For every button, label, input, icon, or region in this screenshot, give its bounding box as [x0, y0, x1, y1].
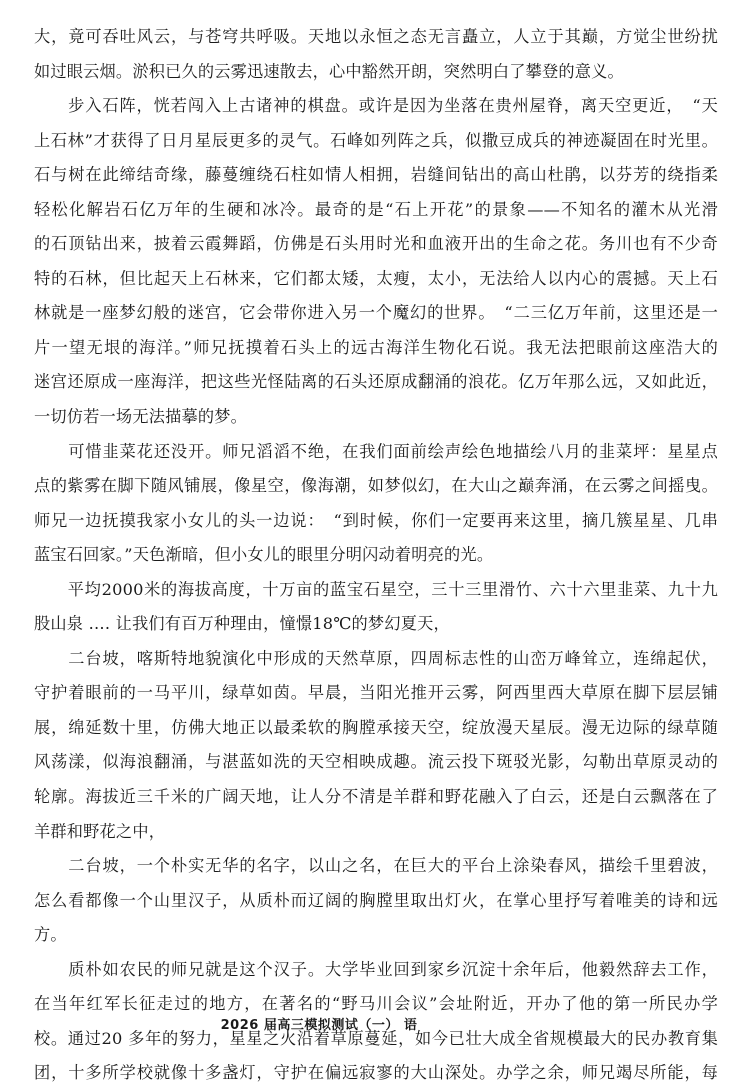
- text-line: 羊群和野花之中，: [34, 821, 166, 841]
- text-line: 轻松化解岩石亿万年的生硬和冰冷。最奇的是“石上开花”的景象——不知名的灌木从光滑: [34, 199, 718, 219]
- text-line: 师兄一边抚摸我家小女儿的头一边说： “到时候，你们一定要再来这里，摘几簇星星、几串: [34, 510, 718, 530]
- text-line: 点的紫雾在脚下随风铺展，像星空，像海潮，如梦似幻，在大山之巅奔涌，在云雾之间摇曳。: [34, 476, 718, 496]
- paragraph: [34, 435, 718, 573]
- text-line: 怎么看都像一个山里汉子，从质朴而辽阔的胸膛里取出灯火，在掌心里抒写着唯美的诗和远: [34, 890, 718, 910]
- text-line: 展，绵延数十里，仿佛大地正以最柔软的胸膛承接天空，绽放漫天星辰。漫无边际的绿草随: [34, 717, 718, 737]
- paragraph: [34, 849, 718, 953]
- paragraph: [34, 642, 718, 849]
- paragraph: [34, 573, 718, 642]
- text-line: 股山泉 …. 让我们有百万种理由，憧憬18℃的梦幻夏天，: [34, 614, 450, 634]
- text-line: 如过眼云烟。淤积已久的云雾迅速散去，心中豁然开朗，突然明白了攀登的意义。: [34, 61, 624, 81]
- footer-text: 2026 届高三模拟测试（一） 语: [220, 1018, 418, 1033]
- text-line: 轮廓。海拔近三千米的广阔天地，让人分不清是羊群和野花融入了白云，还是白云飘落在了: [34, 787, 718, 807]
- text-line: 林就是一座梦幻般的迷宫，它会带你进入另一个魔幻的世界。 “二三亿万年前，这里还是一: [34, 303, 718, 323]
- text-line: 步入石阵，恍若闯入上古诸神的棋盘。或许是因为坐落在贵州屋脊，离天空更近， “天: [34, 96, 718, 116]
- text-line: 蓝宝石回家。”天色渐暗，但小女儿的眼里分明闪动着明亮的光。: [34, 545, 494, 565]
- text-line: 可惜韭菜花还没开。师兄滔滔不绝，在我们面前绘声绘色地描绘八月的韭菜坪：星星点: [34, 441, 718, 461]
- text-line: 平均2000米的海拔高度，十万亩的蓝宝石星空，三十三里滑竹、六十六里韭菜、九十九: [34, 579, 718, 599]
- text-line: 迷宫还原成一座海洋，把这些光怪陆离的石头还原成翻涌的浪花。亿万年那么远，又如此近，: [34, 372, 718, 392]
- text-line: 校。通过20 多年的努力，星星之火沿着草原蔓延，如今已壮大成全省规模最大的民办教育集: [34, 1028, 718, 1048]
- text-line: 方。: [34, 925, 67, 945]
- text-line: 石与树在此缔结奇缘，藤蔓缠绕石柱如情人相拥，岩缝间钻出的高山杜鹃，以芬芳的绕指柔: [34, 165, 718, 185]
- text-line: 风荡漾，似海浪翻涌，与湛蓝如洗的天空相映成趣。流云投下斑驳光影，勾勒出草原灵动的: [34, 752, 718, 772]
- text-line: 团，十多所学校就像十多盏灯，守护在偏远寂寥的大山深处。办学之余，师兄竭尽所能，每: [34, 1063, 718, 1083]
- text-line: 特的石林，但比起天上石林来，它们都太矮，太瘦，太小，无法给人以内心的震撼。天上石: [34, 268, 718, 288]
- text-line: 质朴如农民的师兄就是这个汉子。大学毕业回到家乡沉淀十余年后，他毅然辞去工作，: [34, 959, 718, 979]
- article-body: [34, 20, 718, 1091]
- page-footer: [0, 1014, 754, 1033]
- text-line: 片一望无垠的海洋。”师兄抚摸着石头上的远古海洋生物化石说。我无法把眼前这座浩大的: [34, 337, 718, 357]
- text-line: 大，竟可吞吐风云，与苍穹共呼吸。天地以永恒之态无言矗立，人立于其巅，方觉尘世纷扰: [34, 27, 718, 46]
- text-line: 的石顶钻出来，披着云霞舞蹈，仿佛是石头用时光和血液开出的生命之花。务川也有不少奇: [34, 234, 718, 254]
- paragraph: [34, 20, 718, 89]
- text-line: 上石林”才获得了日月星辰更多的灵气。石峰如列阵之兵，似撒豆成兵的神迹凝固在时光里。: [34, 130, 718, 150]
- text-line: 一切仿若一场无法描摹的梦。: [34, 407, 248, 427]
- text-line: 在当年红军长征走过的地方，在著名的“野马川会议”会址附近，开办了他的第一所民办学: [34, 994, 718, 1014]
- text-line: 守护着眼前的一马平川，绿草如茵。早晨，当阳光推开云雾，阿西里西大草原在脚下层层铺: [34, 683, 718, 703]
- text-line: 二台坡，一个朴实无华的名字，以山之名，在巨大的平台上涂染春风，描绘千里碧波，: [34, 856, 718, 876]
- text-line: 二台坡，喀斯特地貌演化中形成的天然草原，四周标志性的山峦万峰耸立，连绵起伏，: [34, 648, 718, 668]
- paragraph: [34, 89, 718, 434]
